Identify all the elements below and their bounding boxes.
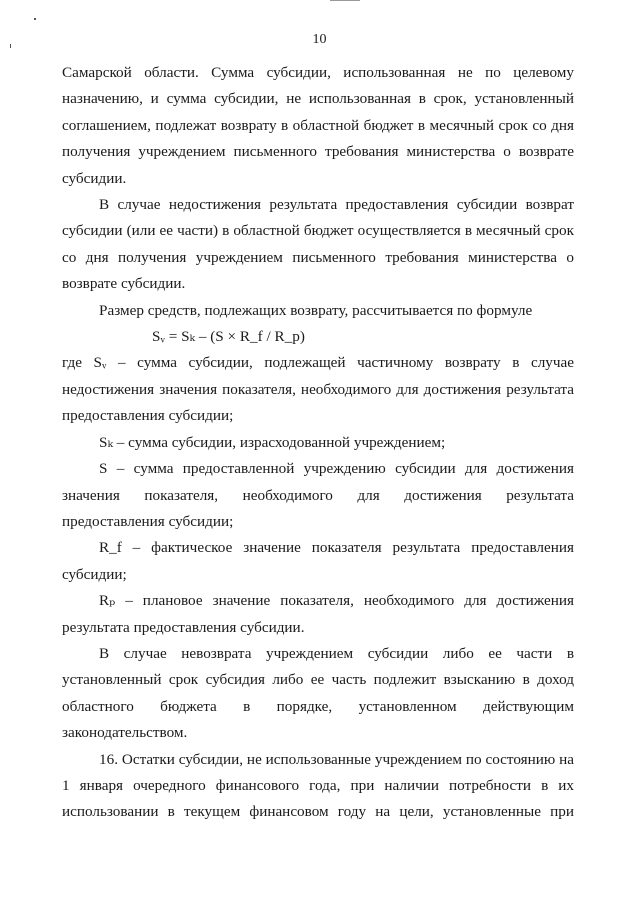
paragraph-9: В случае невозврата учреждением субсидии либо ее части в установленный срок субсидия либо ее часть подлежит взысканию в доход областного бюджета в порядке, установленном действующим законодательством. [62, 644, 574, 742]
paragraph-8: Rₚ – плановое значение показателя, необходимого для достижения результата предоставления субсидии. [62, 592, 574, 636]
paragraph-5: Sₖ – сумма субсидии, израсходованной учреждением; [99, 433, 446, 451]
page-number: 10 [312, 32, 327, 47]
paragraph-4: где Sᵥ – сумма субсидии, подлежащей частичному возврату в случае недостижения значения показателя, необходимого для достижения результата предоставления субсидии; [62, 354, 574, 425]
formula: Sᵥ = Sₖ – (S × R_f / R_p) [152, 328, 305, 346]
scan-mark [330, 0, 360, 1]
paragraph-3: Размер средств, подлежащих возврату, рассчитывается по формуле [99, 301, 533, 319]
paragraph-10: 16. Остатки субсидии, не использованные учреждением по состоянию на 1 января очередного финансового года, при наличии потребности в их использовании в текущем финансовом году на цели, установленные при [62, 750, 574, 821]
paragraph-1: Самарской области. Сумма субсидии, использованная не по целевому назначению, и сумма субсидии, не использованная в срок, установленный соглашением, подлежат возврату в областной бюджет в месячный срок со дня получения учреждением письменного требования министерства о возврате субсидии. [62, 64, 574, 187]
paragraph-6: S – сумма предоставленной учреждению субсидии для достижения значения показателя, необходимого для достижения результата предоставления субсидии; [62, 460, 574, 530]
scan-mark [34, 18, 36, 20]
scan-mark [10, 44, 11, 48]
paragraph-2: В случае недостижения результата предоставления субсидии возврат субсидии (или ее части) в областной бюджет осуществляется в месячный срок со дня получения учреждением письменного требования министерства о возврате субсидии. [62, 196, 574, 293]
paragraph-7: R_f – фактическое значение показателя результата предоставления субсидии; [62, 539, 574, 583]
document-body [62, 60, 574, 826]
